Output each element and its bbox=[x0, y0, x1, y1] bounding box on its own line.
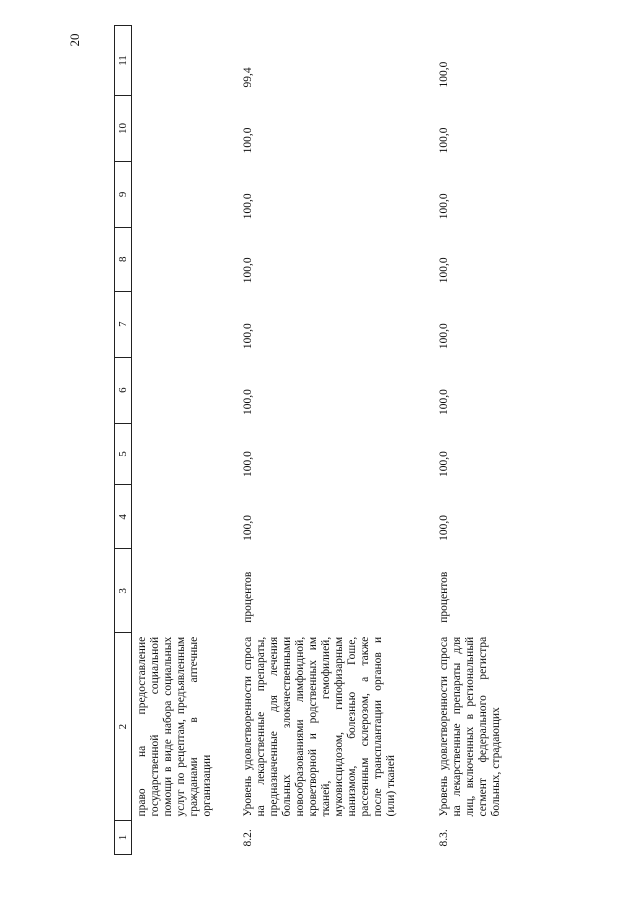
value-cell: 100,0 bbox=[242, 323, 254, 350]
row-number: 8.3. bbox=[438, 829, 450, 847]
column-header: 11 bbox=[115, 26, 132, 96]
value-cell: 100,0 bbox=[438, 257, 450, 284]
value-cell bbox=[132, 227, 241, 291]
column-header: 4 bbox=[115, 485, 132, 549]
value-cell: 100,0 bbox=[242, 127, 254, 154]
value-cell bbox=[132, 485, 241, 549]
value-cell bbox=[132, 26, 241, 96]
page-number: 20 bbox=[67, 33, 82, 47]
table-row bbox=[240, 26, 436, 855]
value-cell bbox=[132, 291, 241, 357]
row-number: 8.2. bbox=[242, 829, 254, 847]
value-cell: 100,0 bbox=[438, 514, 450, 541]
value-cell bbox=[132, 161, 241, 227]
value-cell: 100,0 bbox=[438, 323, 450, 350]
indicator-table bbox=[114, 25, 507, 855]
column-header: 10 bbox=[115, 95, 132, 161]
value-cell: 100,0 bbox=[438, 389, 450, 416]
indicator-description: Уровень удовлетворенности спроса на лекарственные препараты для лиц, включенных в региональный сегмент федерального регистра больных, страдающих bbox=[438, 636, 502, 817]
value-cell: 100,0 bbox=[438, 451, 450, 477]
column-header: 9 bbox=[115, 161, 132, 227]
table-row bbox=[436, 26, 507, 855]
column-header: 3 bbox=[115, 549, 132, 633]
table-header-row bbox=[115, 26, 132, 855]
column-header: 2 bbox=[115, 633, 132, 821]
value-cell: 100,0 bbox=[242, 257, 254, 284]
value-cell: 100,0 bbox=[438, 193, 450, 220]
value-cell: 99,4 bbox=[242, 67, 254, 88]
value-cell: 100,0 bbox=[242, 193, 254, 220]
column-header: 7 bbox=[115, 291, 132, 357]
column-header: 5 bbox=[115, 423, 132, 485]
value-cell: 100,0 bbox=[438, 127, 450, 154]
unit-cell: процентов bbox=[438, 571, 450, 623]
indicator-table-wrapper bbox=[114, 25, 507, 855]
row-number bbox=[132, 821, 241, 855]
indicator-description: Уровень удовлетворенности спроса на лекарственные препараты, предназначенные для лечения больных злокачественными новообразованиями лимфоидной, кроветворной и родственных им тканей, гемофилией, муковисцидозом, гипофизарным нанизмом, болезнью Гоше, рассеянным склерозом, а также после трансплантации органов и (или) тканей bbox=[242, 636, 397, 817]
unit-cell: процентов bbox=[242, 571, 254, 623]
value-cell bbox=[132, 95, 241, 161]
value-cell: 100,0 bbox=[242, 451, 254, 477]
value-cell: 100,0 bbox=[242, 389, 254, 416]
table-row bbox=[132, 26, 241, 855]
value-cell bbox=[132, 423, 241, 485]
column-header: 1 bbox=[115, 821, 132, 855]
value-cell: 100,0 bbox=[242, 514, 254, 541]
column-header: 8 bbox=[115, 227, 132, 291]
indicator-description: право на предоставление государственной социальной помощи в виде набора социальных услуг по рецептам, предъявленным гражданами в аптечные организации bbox=[136, 636, 213, 817]
value-cell: 100,0 bbox=[438, 61, 450, 88]
column-header: 6 bbox=[115, 357, 132, 423]
unit-cell bbox=[132, 549, 241, 633]
value-cell bbox=[132, 357, 241, 423]
